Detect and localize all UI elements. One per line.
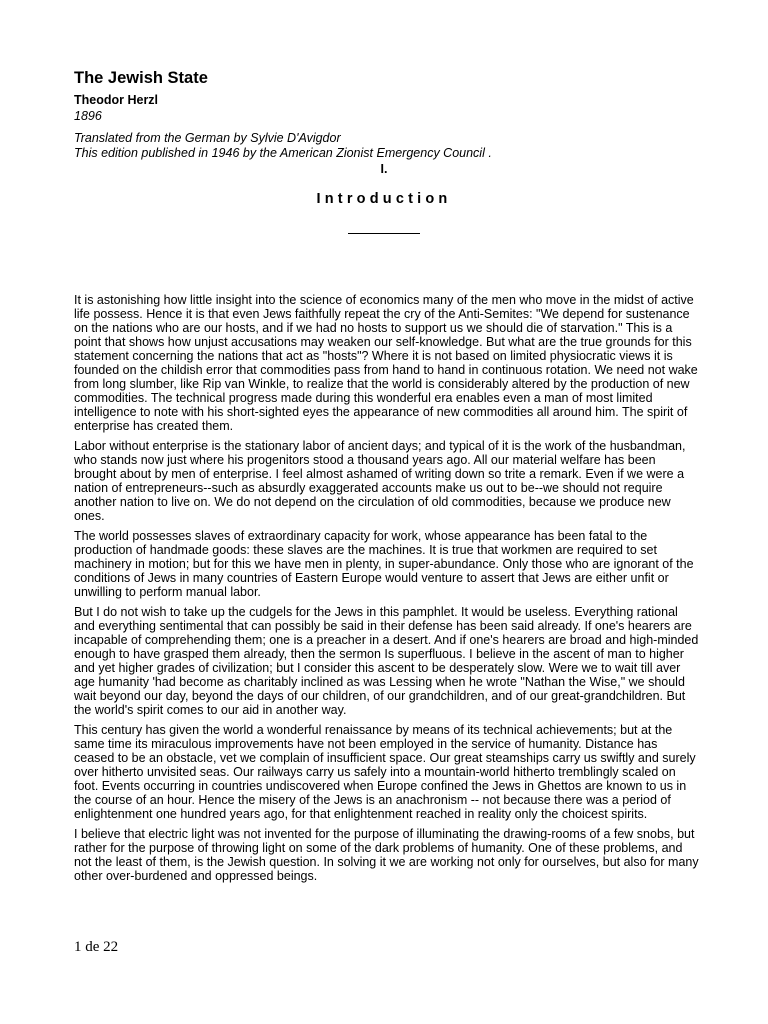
translation-note: Translated from the German by Sylvie D'Avigdor (74, 131, 341, 145)
paragraph: Labor without enterprise is the stationary labor of ancient days; and typical of it is the work of the husbandman, who stands now just where his progenitors stood a thousand years ago. All our material welfare has been brought about by men of enterprise. I feel almost ashamed of writing down so trite a remark. Even if we were a nation of entrepreneurs--such as absurdly exaggerated accounts make us out to be--we should not require another nation to live on. We do not depend on the circulation of old commodities, because we produce new ones. (74, 439, 686, 523)
edition-credits (74, 131, 492, 161)
heading-rule (348, 233, 420, 234)
paragraph: This century has given the world a wonderful renaissance by means of its technical achievements; but at the same time its miraculous improvements have not been employed in the service of humanity. Distance has ceased to be an obstacle, vet we complain of insufficient space. Our great steamships carry us swiftly and surely over hitherto unvisited seas. Our railways carry us safely into a mountain-world hitherto tremblingly scaled on foot. Events occurring in countries undiscovered when Europe confined the Jews in Ghettos are known to us in the course of an hour. Hence the misery of the Jews is an anachronism -- not because there was a period of enlightenment one hundred years ago, for that enlightenment reached in reality only the choicest spirits. (74, 723, 696, 821)
edition-note: This edition published in 1946 by the American Zionist Emergency Council . (74, 146, 492, 160)
paragraph: The world possesses slaves of extraordinary capacity for work, whose appearance has been fatal to the production of handmade goods: these slaves are the machines. It is true that workmen are required to set machinery in motion; but for this we have men in plenty, in super-abundance. Only those who are ignorant of the conditions of Jews in many countries of Eastern Europe would venture to assert that Jews are either unfit or unwilling to perform manual labor. (74, 529, 694, 599)
publication-year: 1896 (74, 109, 102, 123)
document-title: The Jewish State (74, 69, 208, 87)
paragraph: But I do not wish to take up the cudgels for the Jews in this pamphlet. It would be useless. Everything rational and everything sentimental that can possibly be said in their defense has been said already. If one's hearers are incapable of comprehending them; one is a preacher in a desert. And if one's hearers are broad and high-minded enough to have grasped them already, then the sermon Is superfluous. I believe in the ascent of man to higher and yet higher grades of civilization; but I consider this ascent to be desperately slow. Were we to wait till aver age humanity 'had become as charitably inclined as was Lessing when he wrote "Nathan the Wise," we should wait beyond our day, beyond the days of our children, of our grandchildren, and of our great-grandchildren. But the world's spirit comes to our aid in another way. (74, 605, 699, 717)
page-number: 1 de 22 (74, 939, 119, 955)
paragraph: It is astonishing how little insight into the science of economics many of the men who move in the midst of active life possess. Hence it is that even Jews faithfully repeat the cry of the Anti-Semites: "We depend for sustenance on the nations who are our hosts, and if we had no hosts to support us we should die of starvation." This is a point that shows how unjust accusations may weaken our self-knowledge. But what are the true grounds for this statement concerning the nations that act as "hosts"? Where it is not based on limited physiocratic views it is founded on the childish error that commodities pass from hand to hand in continuous rotation. We need not wake from long slumber, like Rip van Winkle, to realize that the world is considerably altered by the production of new commodities. The technical progress made during this wonderful era enables even a man of most limited intelligence to note with his short-sighted eyes the appearance of new commodities all around him. The spirit of enterprise has created them. (74, 293, 698, 433)
document-author: Theodor Herzl (74, 93, 159, 107)
paragraph: I believe that electric light was not invented for the purpose of illuminating the drawing-rooms of a few snobs, but rather for the purpose of throwing light on some of the dark problems of humanity. One of these problems, and not the least of them, is the Jewish question. In solving it we are working not only for ourselves, but also for many other over-burdened and oppressed beings. (74, 827, 699, 883)
body-text (74, 293, 699, 889)
chapter-number: I. (380, 162, 388, 176)
section-heading: Introduction (316, 191, 452, 207)
